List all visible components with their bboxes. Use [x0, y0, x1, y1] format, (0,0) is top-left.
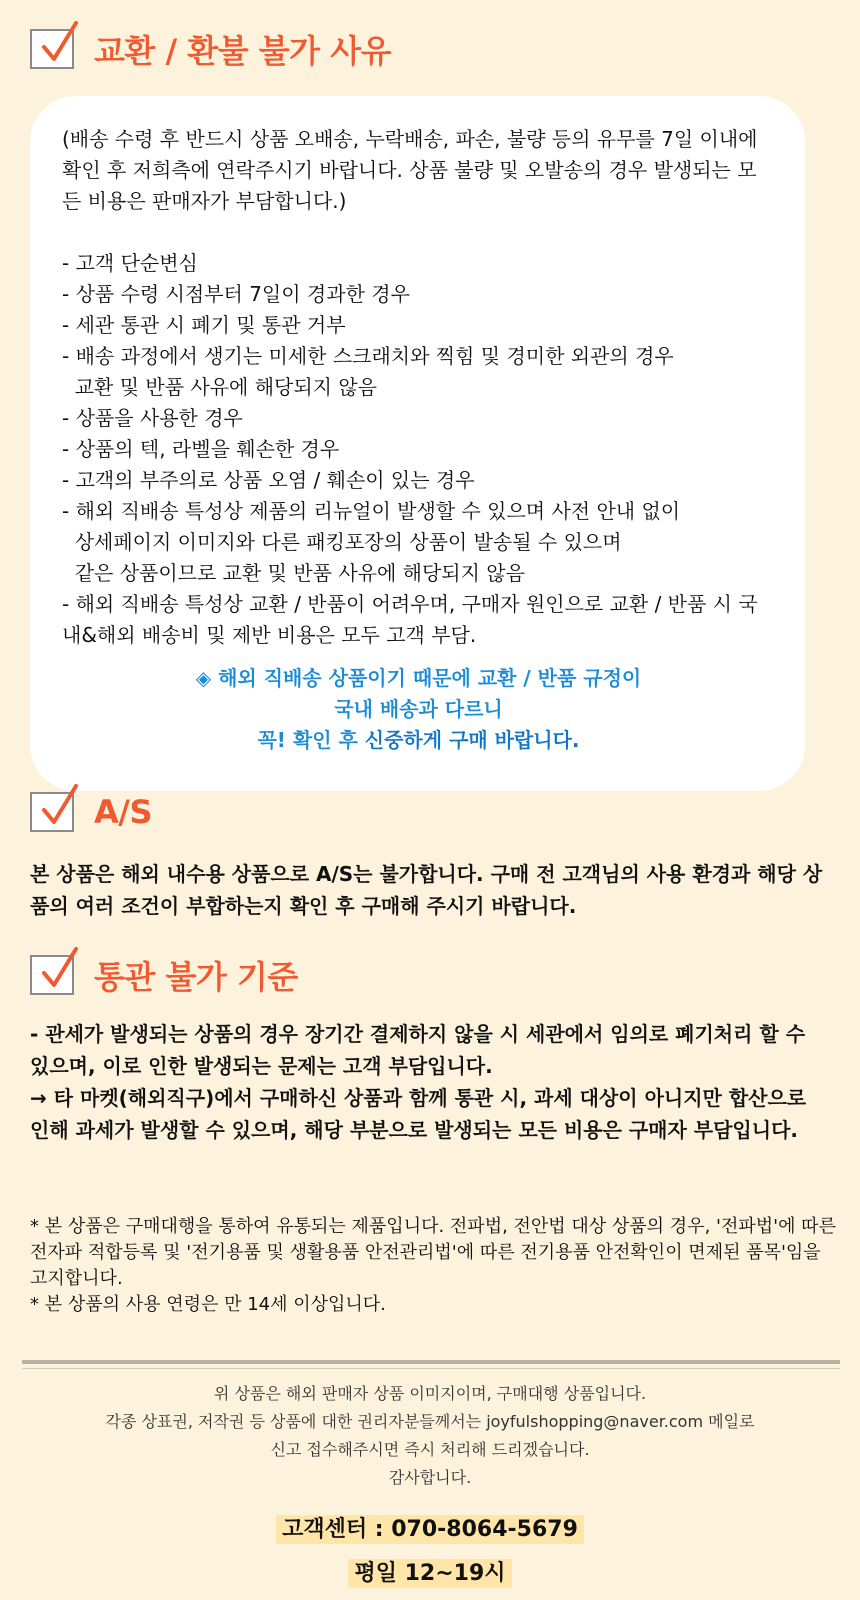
section-title-refund: 교환 / 환불 불가 사유 [94, 32, 392, 70]
list-item: - 배송 과정에서 생기는 미세한 스크래치와 찍힘 및 경미한 외관의 경우 교환 및 반품 사유에 해당되지 않음 [62, 344, 674, 399]
checkmark-icon [30, 792, 74, 832]
refund-notice-box [30, 96, 805, 791]
legal-notice: * 본 상품은 구매대행을 통하여 유통되는 제품입니다. 전파법, 전안법 대상 상품의 경우, '전파법'에 따른 전자파 적합등록 및 '전기용품 및 생활용품 안전관리법'에 따른 전기용품 안전확인이 면제된 품목'임을 고지합니다. [30, 1216, 836, 1289]
list-item: - 상품을 사용한 경우 [62, 406, 243, 430]
list-item: - 세관 통관 시 폐기 및 통관 거부 [62, 313, 346, 337]
checkmark-icon [30, 29, 74, 69]
list-item: - 해외 직배송 특성상 제품의 리뉴얼이 발생할 수 있으며 사전 안내 없이 상세페이지 이미지와 다른 패킹포장의 상품이 발송될 수 있으며 같은 상품이므로 교환 및 반품 사유에 해당되지 않음 [62, 499, 681, 585]
highlight-strong-text: 신중하게 구매 바랍니다. [364, 728, 580, 752]
customer-center-phone [0, 1512, 860, 1543]
age-notice: * 본 상품의 사용 연령은 만 14세 이상입니다. [30, 1294, 386, 1315]
highlight-line: 국내 배송과 다르니 [334, 697, 503, 721]
customs-text-1: - 관세가 발생되는 상품의 경우 장기간 결제하지 않을 시 세관에서 임의로 폐기처리 할 수 있으며, 이로 인한 발생되는 문제는 고객 부담입니다. [30, 1022, 806, 1078]
footer-line: 각종 상표권, 저작권 등 상품에 대한 권리자분들께서는 joyfulshopping@naver.com 메일로 [105, 1412, 755, 1431]
footer-line: 신고 접수해주시면 즉시 처리해 드리겠습니다. [270, 1440, 590, 1459]
footer-line: 위 상품은 해외 판매자 상품 이미지이며, 구매대행 상품입니다. [213, 1384, 647, 1403]
section-header-refund [30, 26, 391, 72]
highlight-line: ◈ 해외 직배송 상품이기 때문에 교환 / 반품 규정이 [195, 666, 642, 690]
list-item: - 고객의 부주의로 상품 오염 / 훼손이 있는 경우 [62, 468, 475, 492]
as-text: 본 상품은 해외 내수용 상품으로 A/S는 불가합니다. 구매 전 고객님의 사용 환경과 해당 상품의 여러 조건이 부합하는지 확인 후 구매해 주시기 바랍니다. [30, 862, 823, 918]
customs-text-2: → 타 마켓(해외직구)에서 구매하신 상품과 함께 통관 시, 과세 대상이 아니지만 합산으로 인해 과세가 발생할 수 있으며, 해당 부분으로 발생되는 모든 비용은 구매자 부담입니다. [30, 1086, 807, 1142]
highlight-line [62, 725, 775, 756]
highlight-text: 꼭! 확인 후 [257, 728, 365, 752]
footer [0, 1380, 860, 1492]
hours-text: 평일 12~19시 [348, 1559, 511, 1588]
list-item: - 상품 수령 시점부터 7일이 경과한 경우 [62, 282, 410, 306]
customer-center-hours [0, 1556, 860, 1587]
divider [22, 1368, 840, 1369]
list-item: - 해외 직배송 특성상 교환 / 반품이 어려우며, 구매자 원인으로 교환 / 반품 시 국내&해외 배송비 및 제반 비용은 모두 고객 부담. [62, 592, 758, 647]
section-title-as: A/S [94, 793, 152, 831]
list-item: - 고객 단순변심 [62, 251, 198, 275]
list-item: - 상품의 텍, 라벨을 훼손한 경우 [62, 437, 340, 461]
section-header-customs [30, 952, 298, 998]
refund-list [62, 248, 775, 651]
section-header-as [30, 792, 152, 832]
refund-intro: (배송 수령 후 반드시 상품 오배송, 누락배송, 파손, 불량 등의 유무를 7일 이내에 확인 후 저희측에 연락주시기 바랍니다. 상품 불량 및 오발송의 경우 발생되는 모든 비용은 판매자가 부담합니다.) [62, 127, 758, 213]
section-title-customs: 통관 불가 기준 [94, 958, 298, 996]
phone-text: 고객센터 : 070-8064-5679 [276, 1515, 584, 1544]
footer-line: 감사합니다. [388, 1468, 472, 1487]
checkmark-icon [30, 955, 74, 995]
divider [22, 1360, 840, 1364]
refund-highlight [62, 663, 775, 756]
